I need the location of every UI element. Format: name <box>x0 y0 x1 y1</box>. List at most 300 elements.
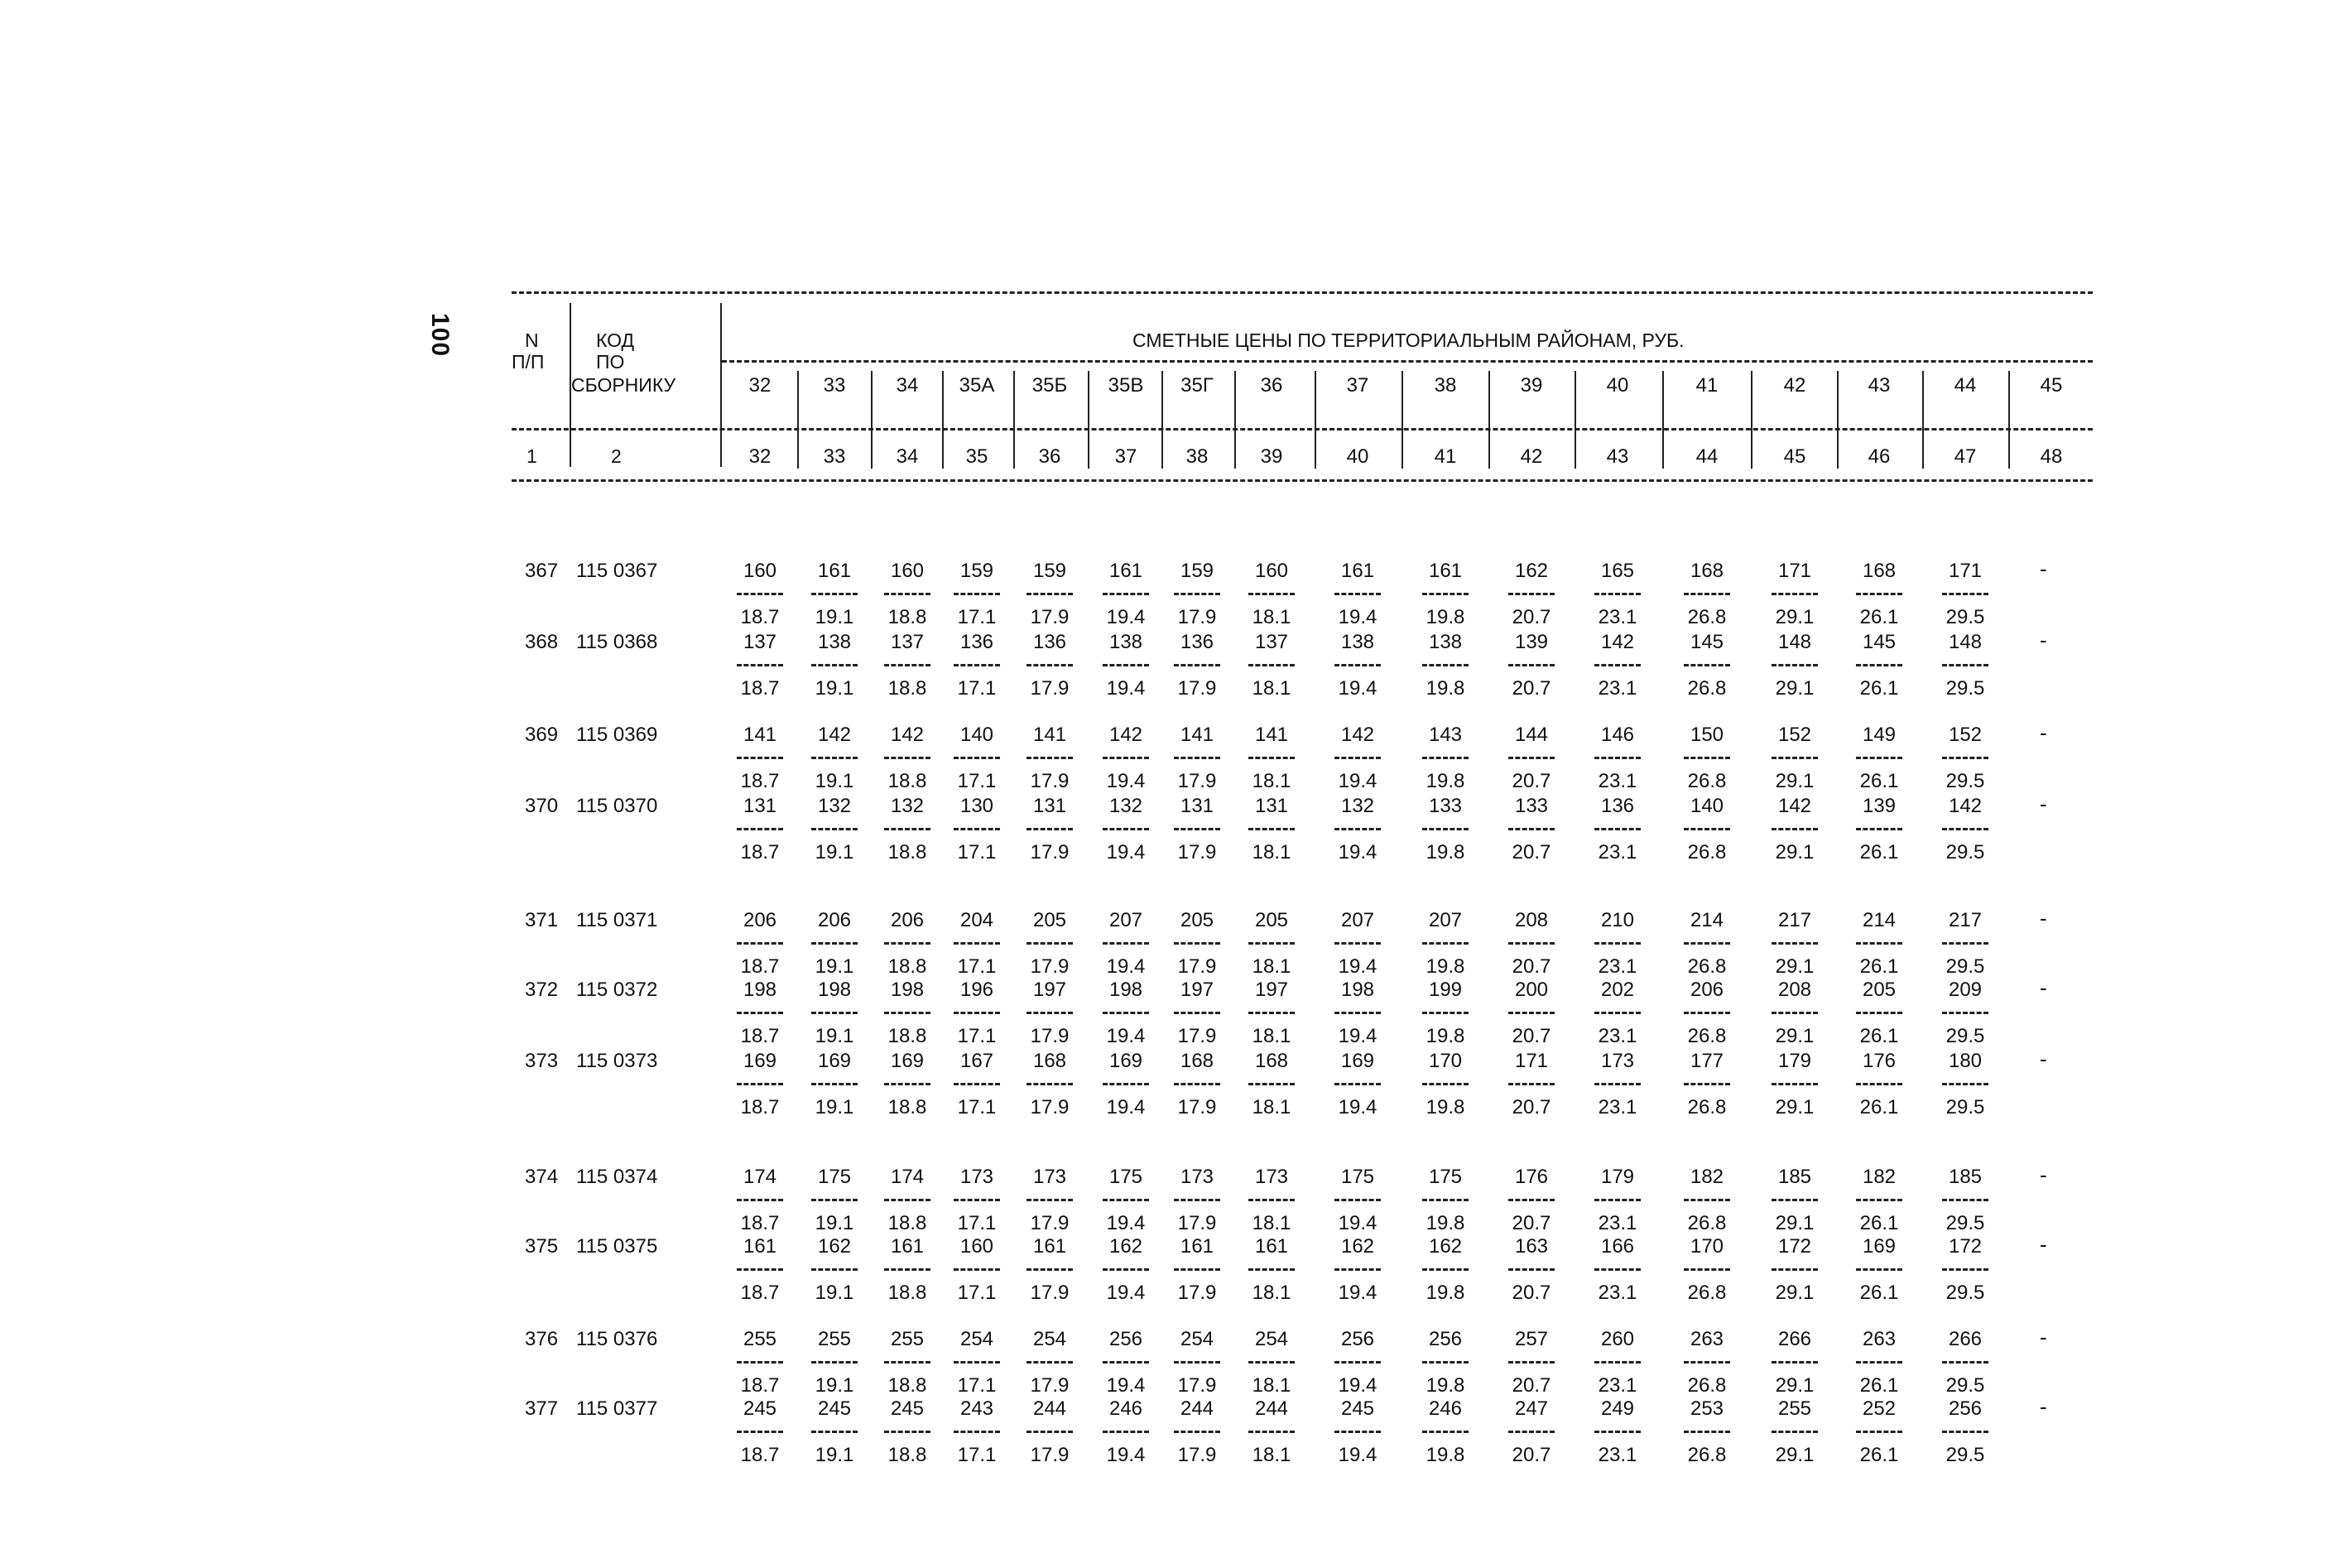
price-value: 132 <box>1108 795 1143 817</box>
fraction-line <box>1103 828 1149 830</box>
fraction-line <box>1248 593 1295 595</box>
fraction-line <box>1508 593 1555 595</box>
coefficient-value: 19.8 <box>1426 1096 1465 1118</box>
price-value: 175 <box>817 1166 852 1188</box>
header-divider <box>1662 371 1664 469</box>
coefficient-value: 17.1 <box>957 1444 997 1466</box>
price-value: 173 <box>959 1166 994 1188</box>
fraction-line <box>1684 664 1730 666</box>
fraction-line <box>1334 942 1381 945</box>
fraction-line <box>1422 664 1469 666</box>
fraction-line <box>1026 757 1073 759</box>
price-value: 173 <box>1180 1166 1214 1188</box>
price-value: 197 <box>1180 979 1214 1001</box>
fraction-line <box>884 828 930 830</box>
coefficient-value: 29.5 <box>1945 1444 1985 1466</box>
price-value: 131 <box>1180 795 1214 817</box>
coefficient-value: 20.7 <box>1512 770 1551 792</box>
fraction-line <box>737 1012 783 1014</box>
price-value: 141 <box>1032 724 1067 746</box>
coefficient-value: 29.5 <box>1945 1212 1985 1234</box>
district-label: 41 <box>1695 374 1719 397</box>
fraction-line <box>1772 757 1818 759</box>
price-value: 200 <box>1514 979 1549 1001</box>
fraction-line <box>1103 1361 1149 1364</box>
row-code: 115 0367 <box>576 560 658 582</box>
fraction-line <box>1594 828 1641 830</box>
fraction-line <box>884 757 930 759</box>
header-divider <box>1013 371 1015 469</box>
fraction-line <box>1942 1431 1988 1433</box>
header-divider <box>1401 371 1403 469</box>
column-number: 41 <box>1434 445 1457 468</box>
price-value: 150 <box>1690 724 1724 746</box>
fraction-line <box>1248 1268 1295 1271</box>
row-trailing-dash: - <box>2040 1162 2047 1187</box>
price-value: 245 <box>1340 1397 1375 1420</box>
fraction-line <box>1103 942 1149 945</box>
price-value: 256 <box>1340 1328 1375 1350</box>
price-value: 148 <box>1777 631 1812 653</box>
coefficient-value: 17.9 <box>1030 1025 1070 1047</box>
fraction-line <box>737 942 783 945</box>
price-value: 141 <box>1254 724 1289 746</box>
fraction-line <box>1942 1361 1988 1364</box>
fraction-line <box>1422 1083 1469 1085</box>
price-value: 162 <box>1108 1235 1143 1258</box>
coefficient-value: 26.1 <box>1859 606 1899 628</box>
fraction-line <box>884 942 930 945</box>
column-number: 33 <box>823 445 846 468</box>
coefficient-value: 29.1 <box>1775 606 1815 628</box>
price-value: 254 <box>959 1328 994 1350</box>
fraction-line <box>1334 1361 1381 1364</box>
district-label: 35Г <box>1180 374 1214 397</box>
column-number: 36 <box>1038 445 1061 468</box>
row-trailing-dash: - <box>2040 1232 2047 1257</box>
coefficient-value: 18.8 <box>887 1374 927 1397</box>
fraction-line <box>1684 1083 1730 1085</box>
price-value: 160 <box>890 560 925 582</box>
price-value: 256 <box>1948 1397 1983 1420</box>
price-value: 176 <box>1862 1050 1897 1072</box>
coefficient-value: 17.9 <box>1030 841 1070 863</box>
price-value: 206 <box>890 909 925 931</box>
price-value: 138 <box>1340 631 1375 653</box>
fraction-line <box>1856 828 1902 830</box>
price-value: 166 <box>1600 1235 1635 1258</box>
header-divider <box>1488 371 1490 469</box>
fraction-line <box>1856 1012 1902 1014</box>
price-value: 197 <box>1032 979 1067 1001</box>
coefficient-value: 18.8 <box>887 606 927 628</box>
coefficient-value: 19.8 <box>1426 1212 1465 1234</box>
fraction-line <box>1942 757 1988 759</box>
fraction-line <box>1856 1199 1902 1201</box>
fraction-line <box>737 1361 783 1364</box>
coefficient-value: 29.1 <box>1775 677 1815 700</box>
page-number: 100 <box>426 313 454 358</box>
column-number: 39 <box>1260 445 1283 468</box>
coefficient-value: 17.9 <box>1030 1212 1070 1234</box>
coefficient-value: 29.1 <box>1775 1096 1815 1118</box>
coefficient-value: 23.1 <box>1598 1374 1637 1397</box>
price-value: 133 <box>1514 795 1549 817</box>
row-number: 373 <box>525 1050 559 1072</box>
fraction-line <box>1422 1199 1469 1201</box>
coefficient-value: 18.7 <box>740 841 780 863</box>
fraction-line <box>1772 1268 1818 1271</box>
fraction-line <box>1026 1012 1073 1014</box>
header-divider <box>797 371 799 469</box>
row-code: 115 0370 <box>576 795 658 817</box>
price-value: 249 <box>1600 1397 1635 1420</box>
header-divider <box>1751 371 1752 469</box>
coefficient-value: 18.1 <box>1252 1444 1291 1466</box>
fraction-line <box>1422 1012 1469 1014</box>
fraction-line <box>1508 1199 1555 1201</box>
coefficient-value: 19.8 <box>1426 841 1465 863</box>
price-value: 169 <box>890 1050 925 1072</box>
coefficient-value: 26.8 <box>1687 841 1727 863</box>
fraction-line <box>1508 757 1555 759</box>
price-value: 138 <box>1108 631 1143 653</box>
fraction-line <box>1422 1268 1469 1271</box>
coefficient-value: 26.1 <box>1859 1444 1899 1466</box>
price-value: 141 <box>743 724 777 746</box>
fraction-line <box>884 1199 930 1201</box>
header-title: СМЕТНЫЕ ЦЕНЫ ПО ТЕРРИТОРИАЛЬНЫМ РАЙОНАМ, РУБ. <box>1132 329 1685 351</box>
column-number: 32 <box>748 445 772 468</box>
header-divider <box>2008 371 2010 469</box>
fraction-line <box>954 1199 1000 1201</box>
coefficient-value: 20.7 <box>1512 1374 1551 1397</box>
row-code: 115 0376 <box>576 1328 658 1350</box>
fraction-line <box>1334 828 1381 830</box>
fraction-line <box>1248 664 1295 666</box>
price-value: 179 <box>1600 1166 1635 1188</box>
fraction-line <box>1594 757 1641 759</box>
fraction-line <box>1942 942 1988 945</box>
fraction-line <box>737 828 783 830</box>
price-value: 168 <box>1862 560 1897 582</box>
coefficient-value: 19.4 <box>1106 1096 1146 1118</box>
coefficient-value: 17.9 <box>1177 677 1217 700</box>
coefficient-value: 19.1 <box>815 1374 854 1397</box>
coefficient-value: 18.8 <box>887 955 927 978</box>
fraction-line <box>1508 1361 1555 1364</box>
row-trailing-dash: - <box>2040 556 2047 581</box>
fraction-line <box>954 942 1000 945</box>
price-value: 140 <box>1690 795 1724 817</box>
fraction-line <box>1856 1268 1902 1271</box>
fraction-line <box>1594 1268 1641 1271</box>
fraction-line <box>1772 593 1818 595</box>
fraction-line <box>954 1083 1000 1085</box>
header-mid-rule <box>722 360 2093 363</box>
price-value: 167 <box>959 1050 994 1072</box>
coefficient-value: 18.1 <box>1252 1212 1291 1234</box>
fraction-line <box>1772 1012 1818 1014</box>
coefficient-value: 29.1 <box>1775 955 1815 978</box>
fraction-line <box>954 1268 1000 1271</box>
coefficient-value: 19.8 <box>1426 1025 1465 1047</box>
coefficient-value: 17.9 <box>1177 841 1217 863</box>
header-divider <box>1088 371 1089 469</box>
header-divider <box>1575 371 1576 469</box>
header-divider <box>871 371 873 469</box>
fraction-line <box>1772 828 1818 830</box>
fraction-line <box>1942 1268 1988 1271</box>
coefficient-value: 19.1 <box>815 677 854 700</box>
column-number: 38 <box>1185 445 1209 468</box>
coefficient-value: 18.1 <box>1252 955 1291 978</box>
price-value: 263 <box>1862 1328 1897 1350</box>
price-value: 255 <box>817 1328 852 1350</box>
coefficient-value: 29.1 <box>1775 1444 1815 1466</box>
price-value: 173 <box>1600 1050 1635 1072</box>
fraction-line <box>1026 942 1073 945</box>
header-divider <box>1315 371 1316 469</box>
price-value: 131 <box>743 795 777 817</box>
fraction-line <box>1026 1083 1073 1085</box>
fraction-line <box>1508 664 1555 666</box>
fraction-line <box>811 757 858 759</box>
coefficient-value: 19.8 <box>1426 1444 1465 1466</box>
price-value: 161 <box>743 1235 777 1258</box>
price-value: 243 <box>959 1397 994 1420</box>
price-value: 142 <box>1948 795 1983 817</box>
price-value: 136 <box>1600 795 1635 817</box>
coefficient-value: 23.1 <box>1598 606 1637 628</box>
district-label: 45 <box>2040 374 2063 397</box>
coefficient-value: 18.1 <box>1252 1374 1291 1397</box>
price-value: 182 <box>1690 1166 1724 1188</box>
coefficient-value: 26.8 <box>1687 1374 1727 1397</box>
coefficient-value: 29.1 <box>1775 1374 1815 1397</box>
fraction-line <box>1026 1361 1073 1364</box>
coefficient-value: 18.8 <box>887 770 927 792</box>
row-code: 115 0369 <box>576 724 658 746</box>
price-value: 253 <box>1690 1397 1724 1420</box>
coefficient-value: 23.1 <box>1598 1212 1637 1234</box>
coefficient-value: 23.1 <box>1598 677 1637 700</box>
price-value: 145 <box>1862 631 1897 653</box>
fraction-line <box>1174 1431 1220 1433</box>
coefficient-value: 19.8 <box>1426 677 1465 700</box>
column-number: 44 <box>1695 445 1719 468</box>
coefficient-value: 18.7 <box>740 1212 780 1234</box>
coefficient-value: 18.7 <box>740 606 780 628</box>
district-label: 44 <box>1954 374 1977 397</box>
header-colnum-1: 1 <box>526 445 537 467</box>
district-label: 35А <box>959 374 995 397</box>
coefficient-value: 19.8 <box>1426 1374 1465 1397</box>
price-value: 138 <box>817 631 852 653</box>
price-value: 209 <box>1948 979 1983 1001</box>
row-number: 372 <box>525 979 559 1001</box>
price-value: 143 <box>1428 724 1463 746</box>
header-divider <box>720 303 722 467</box>
district-label: 34 <box>896 374 919 397</box>
fraction-line <box>1248 1012 1295 1014</box>
row-number: 371 <box>525 909 559 931</box>
coefficient-value: 18.7 <box>740 1444 780 1466</box>
price-value: 137 <box>890 631 925 653</box>
column-number: 37 <box>1114 445 1137 468</box>
fraction-line <box>1684 593 1730 595</box>
fraction-line <box>1422 1361 1469 1364</box>
price-value: 175 <box>1108 1166 1143 1188</box>
header-col-code-sub: ПО <box>596 351 625 373</box>
fraction-line <box>1103 664 1149 666</box>
fraction-line <box>811 1268 858 1271</box>
coefficient-value: 29.5 <box>1945 841 1985 863</box>
coefficient-value: 17.1 <box>957 955 997 978</box>
fraction-line <box>1594 1199 1641 1201</box>
column-number: 43 <box>1606 445 1629 468</box>
fraction-line <box>1026 593 1073 595</box>
price-value: 245 <box>890 1397 925 1420</box>
price-value: 141 <box>1180 724 1214 746</box>
coefficient-value: 17.9 <box>1177 1282 1217 1304</box>
price-value: 208 <box>1777 979 1812 1001</box>
column-number: 40 <box>1346 445 1369 468</box>
coefficient-value: 29.1 <box>1775 1025 1815 1047</box>
fraction-line <box>954 1012 1000 1014</box>
fraction-line <box>1334 1199 1381 1201</box>
coefficient-value: 17.1 <box>957 677 997 700</box>
fraction-line <box>1594 593 1641 595</box>
coefficient-value: 17.9 <box>1177 770 1217 792</box>
row-trailing-dash: - <box>2040 906 2047 931</box>
price-value: 130 <box>959 795 994 817</box>
price-value: 185 <box>1948 1166 1983 1188</box>
price-value: 142 <box>1600 631 1635 653</box>
row-trailing-dash: - <box>2040 720 2047 745</box>
price-value: 246 <box>1428 1397 1463 1420</box>
fraction-line <box>1103 593 1149 595</box>
fraction-line <box>1772 664 1818 666</box>
coefficient-value: 17.9 <box>1177 1096 1217 1118</box>
fraction-line <box>1594 664 1641 666</box>
price-value: 255 <box>743 1328 777 1350</box>
coefficient-value: 26.8 <box>1687 1444 1727 1466</box>
fraction-line <box>811 1199 858 1201</box>
coefficient-value: 18.7 <box>740 1374 780 1397</box>
fraction-line <box>1026 1268 1073 1271</box>
coefficient-value: 18.8 <box>887 841 927 863</box>
district-label: 37 <box>1346 374 1369 397</box>
coefficient-value: 29.5 <box>1945 677 1985 700</box>
price-value: 208 <box>1514 909 1549 931</box>
fraction-line <box>1334 1083 1381 1085</box>
fraction-line <box>1856 664 1902 666</box>
price-value: 165 <box>1600 560 1635 582</box>
coefficient-value: 19.1 <box>815 841 854 863</box>
fraction-line <box>954 664 1000 666</box>
coefficient-value: 19.4 <box>1106 770 1146 792</box>
fraction-line <box>1594 1012 1641 1014</box>
price-value: 198 <box>1108 979 1143 1001</box>
column-number: 47 <box>1954 445 1977 468</box>
fraction-line <box>1594 1431 1641 1433</box>
fraction-line <box>1684 1268 1730 1271</box>
price-value: 136 <box>1032 631 1067 653</box>
coefficient-value: 26.8 <box>1687 677 1727 700</box>
price-value: 160 <box>1254 560 1289 582</box>
coefficient-value: 18.7 <box>740 677 780 700</box>
price-value: 136 <box>959 631 994 653</box>
header-divider <box>1161 371 1163 469</box>
fraction-line <box>1174 757 1220 759</box>
coefficient-value: 29.5 <box>1945 1282 1985 1304</box>
price-value: 145 <box>1690 631 1724 653</box>
fraction-line <box>1684 942 1730 945</box>
price-value: 152 <box>1777 724 1812 746</box>
price-value: 161 <box>1340 560 1375 582</box>
fraction-line <box>954 757 1000 759</box>
fraction-line <box>884 1268 930 1271</box>
price-value: 163 <box>1514 1235 1549 1258</box>
fraction-line <box>1422 1431 1469 1433</box>
fraction-line <box>1026 664 1073 666</box>
fraction-line <box>1422 593 1469 595</box>
price-value: 169 <box>1862 1235 1897 1258</box>
price-value: 205 <box>1180 909 1214 931</box>
row-number: 376 <box>525 1328 559 1350</box>
header-col-n: N <box>525 329 539 351</box>
coefficient-value: 26.1 <box>1859 1025 1899 1047</box>
coefficient-value: 26.1 <box>1859 770 1899 792</box>
column-number: 48 <box>2040 445 2063 468</box>
price-value: 266 <box>1777 1328 1812 1350</box>
coefficient-value: 23.1 <box>1598 841 1637 863</box>
coefficient-value: 19.4 <box>1338 1025 1377 1047</box>
district-label: 43 <box>1868 374 1891 397</box>
price-value: 210 <box>1600 909 1635 931</box>
fraction-line <box>1856 1431 1902 1433</box>
fraction-line <box>1856 1361 1902 1364</box>
price-value: 168 <box>1032 1050 1067 1072</box>
price-value: 148 <box>1948 631 1983 653</box>
fraction-line <box>884 1012 930 1014</box>
district-label: 42 <box>1783 374 1806 397</box>
coefficient-value: 19.1 <box>815 1025 854 1047</box>
coefficient-value: 19.4 <box>1338 1282 1377 1304</box>
fraction-line <box>737 1199 783 1201</box>
fraction-line <box>1026 1431 1073 1433</box>
price-value: 139 <box>1514 631 1549 653</box>
price-value: 205 <box>1254 909 1289 931</box>
fraction-line <box>1856 1083 1902 1085</box>
fraction-line <box>1248 828 1295 830</box>
price-value: 142 <box>890 724 925 746</box>
fraction-line <box>1856 593 1902 595</box>
price-value: 168 <box>1690 560 1724 582</box>
price-value: 174 <box>890 1166 925 1188</box>
price-value: 252 <box>1862 1397 1897 1420</box>
header-divider <box>1922 371 1924 469</box>
coefficient-value: 18.7 <box>740 1025 780 1047</box>
coefficient-value: 19.1 <box>815 1212 854 1234</box>
price-value: 205 <box>1862 979 1897 1001</box>
fraction-line <box>1508 1268 1555 1271</box>
coefficient-value: 29.5 <box>1945 1374 1985 1397</box>
price-value: 206 <box>817 909 852 931</box>
coefficient-value: 19.4 <box>1106 841 1146 863</box>
price-value: 169 <box>743 1050 777 1072</box>
